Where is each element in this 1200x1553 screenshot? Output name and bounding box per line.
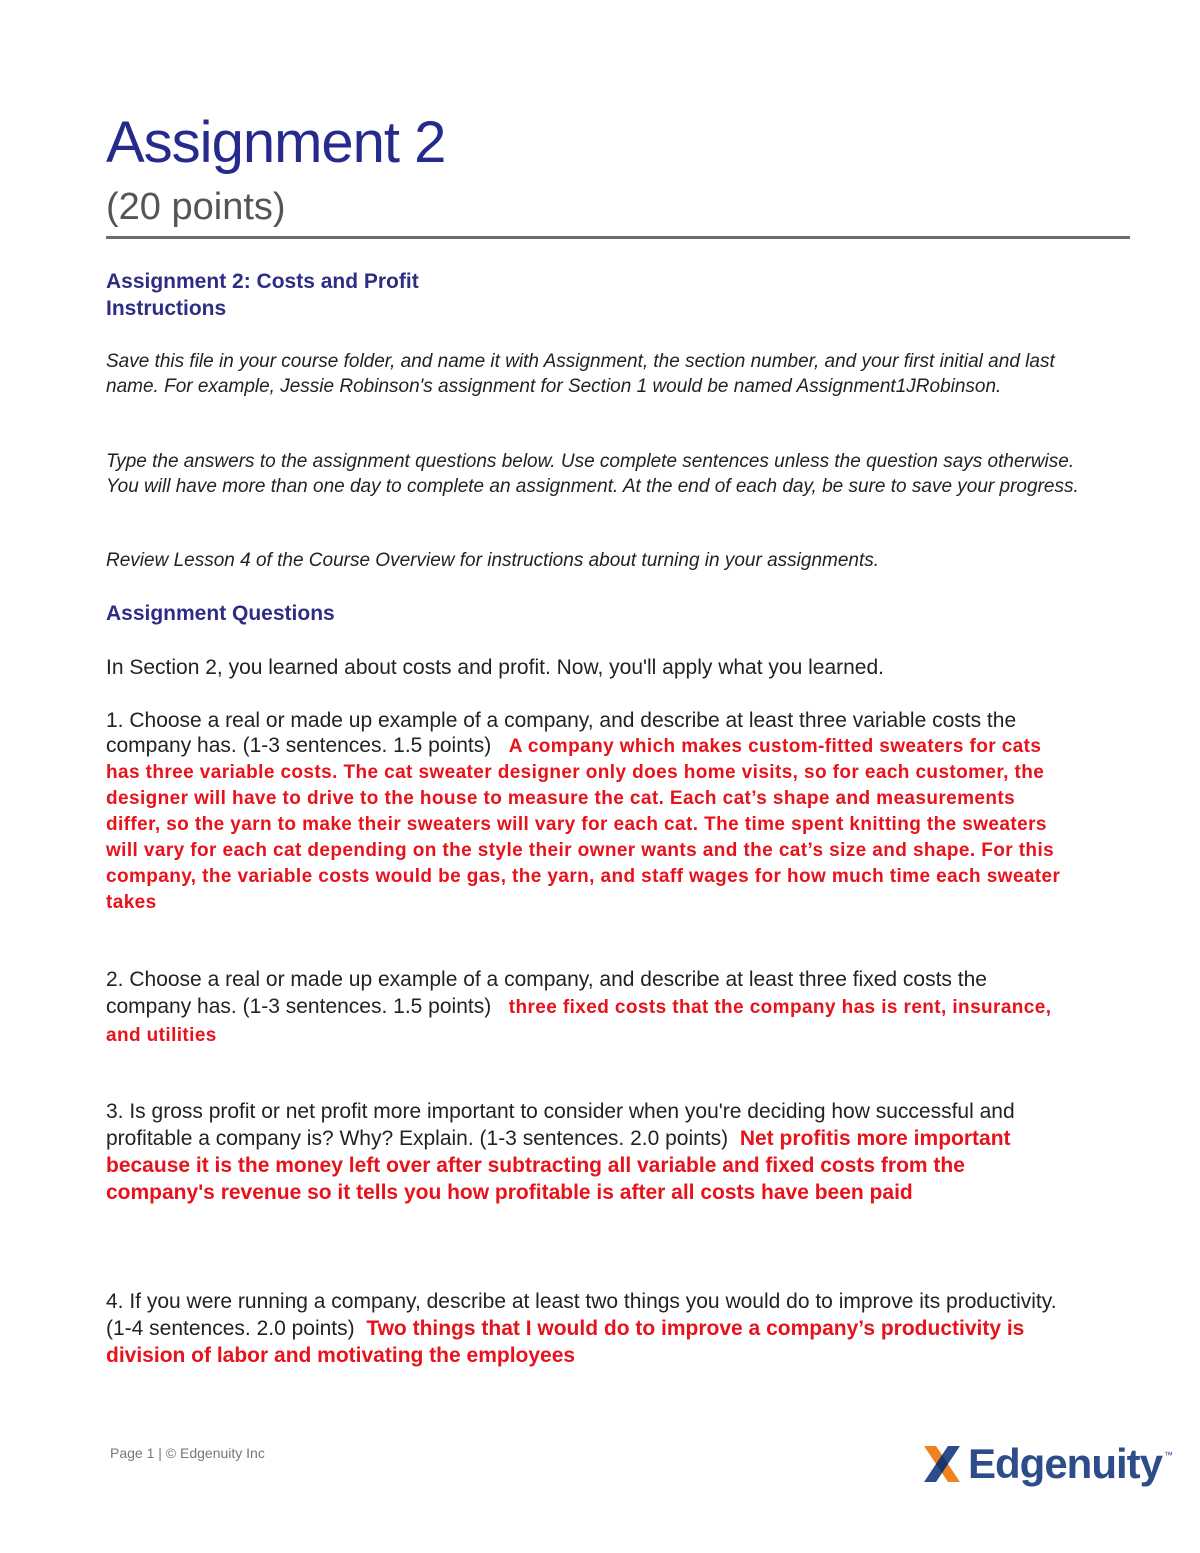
- section-intro: In Section 2, you learned about costs and profit. Now, you'll apply what you learned.: [106, 656, 884, 679]
- answer-text: Net profitis more important because it is the money left over after subtracting all variable and fixed costs from the company's revenue so it tells you how profitable is after all costs have been paid: [106, 1127, 1011, 1204]
- instruction-paragraph: Review Lesson 4 of the Course Overview for instructions about turning in your assignments.: [106, 550, 880, 571]
- edgenuity-x-icon: [920, 1442, 964, 1486]
- question-prompt: 3. Is gross profit or net profit more important to consider when you're deciding how successful and profitable a company is? Why? Explain. (1-3 sentences. 2.0 points): [106, 1100, 1015, 1150]
- answer-text: Two things that I would do to improve a company’s productivity is division of labor and motivating the employees: [106, 1317, 1025, 1367]
- question-2: [106, 966, 1066, 1049]
- instruction-paragraph: Type the answers to the assignment questions below. Use complete sentences unless the question says otherwise. You will have more than one day to complete an assignment. At the end of each day, be sure to save your progress.: [106, 451, 1079, 497]
- question-4: [106, 1288, 1066, 1369]
- title-divider: [106, 236, 1130, 239]
- trademark-symbol: ™: [1164, 1450, 1174, 1460]
- questions-heading: Assignment Questions: [106, 602, 335, 625]
- question-prompt: 1. Choose a real or made up example of a company, and describe at least three variable costs the company has. (1-3 sentences. 1.5 points): [106, 709, 1017, 757]
- points-label: (20 points): [106, 186, 286, 228]
- question-prompt: 4. If you were running a company, describe at least two things you would do to improve its productivity. (1-4 sentences. 2.0 points): [106, 1290, 1057, 1340]
- answer-text: A company which makes custom-fitted sweaters for cats has three variable costs. The cat sweater designer only does home visits, so for each customer, the designer will have to drive to the house to measure the cat. Each cat’s shape and measurements differ, so the yarn to make their sweaters will vary for each cat. The time spent knitting the sweaters will vary for each cat depending on the style their owner wants and the cat’s size and shape. For this company, the variable costs would be gas, the yarn, and staff wages for how much time each sweater takes: [106, 736, 1061, 913]
- question-prompt: 2. Choose a real or made up example of a company, and describe at least three fixed costs the company has. (1-3 sentences. 1.5 points): [106, 968, 987, 1018]
- assignment-subtitle: Assignment 2: Costs and Profit: [106, 270, 419, 293]
- question-3: [106, 1098, 1066, 1206]
- instructions-heading: Instructions: [106, 297, 227, 320]
- page-footer: Page 1 | © Edgenuity Inc: [110, 1445, 265, 1461]
- edgenuity-logo: [920, 1436, 1173, 1492]
- question-1: [106, 708, 1066, 915]
- page-title: Assignment 2: [106, 110, 446, 175]
- answer-text: three fixed costs that the company has is rent, insurance, and utilities: [106, 997, 1052, 1046]
- logo-wordmark: Edgenuity: [968, 1440, 1163, 1487]
- instruction-paragraph: Save this file in your course folder, and name it with Assignment, the section number, and your first initial and last name. For example, Jessie Robinson's assignment for Section 1 would be named Assignment1JRobinson.: [106, 351, 1055, 397]
